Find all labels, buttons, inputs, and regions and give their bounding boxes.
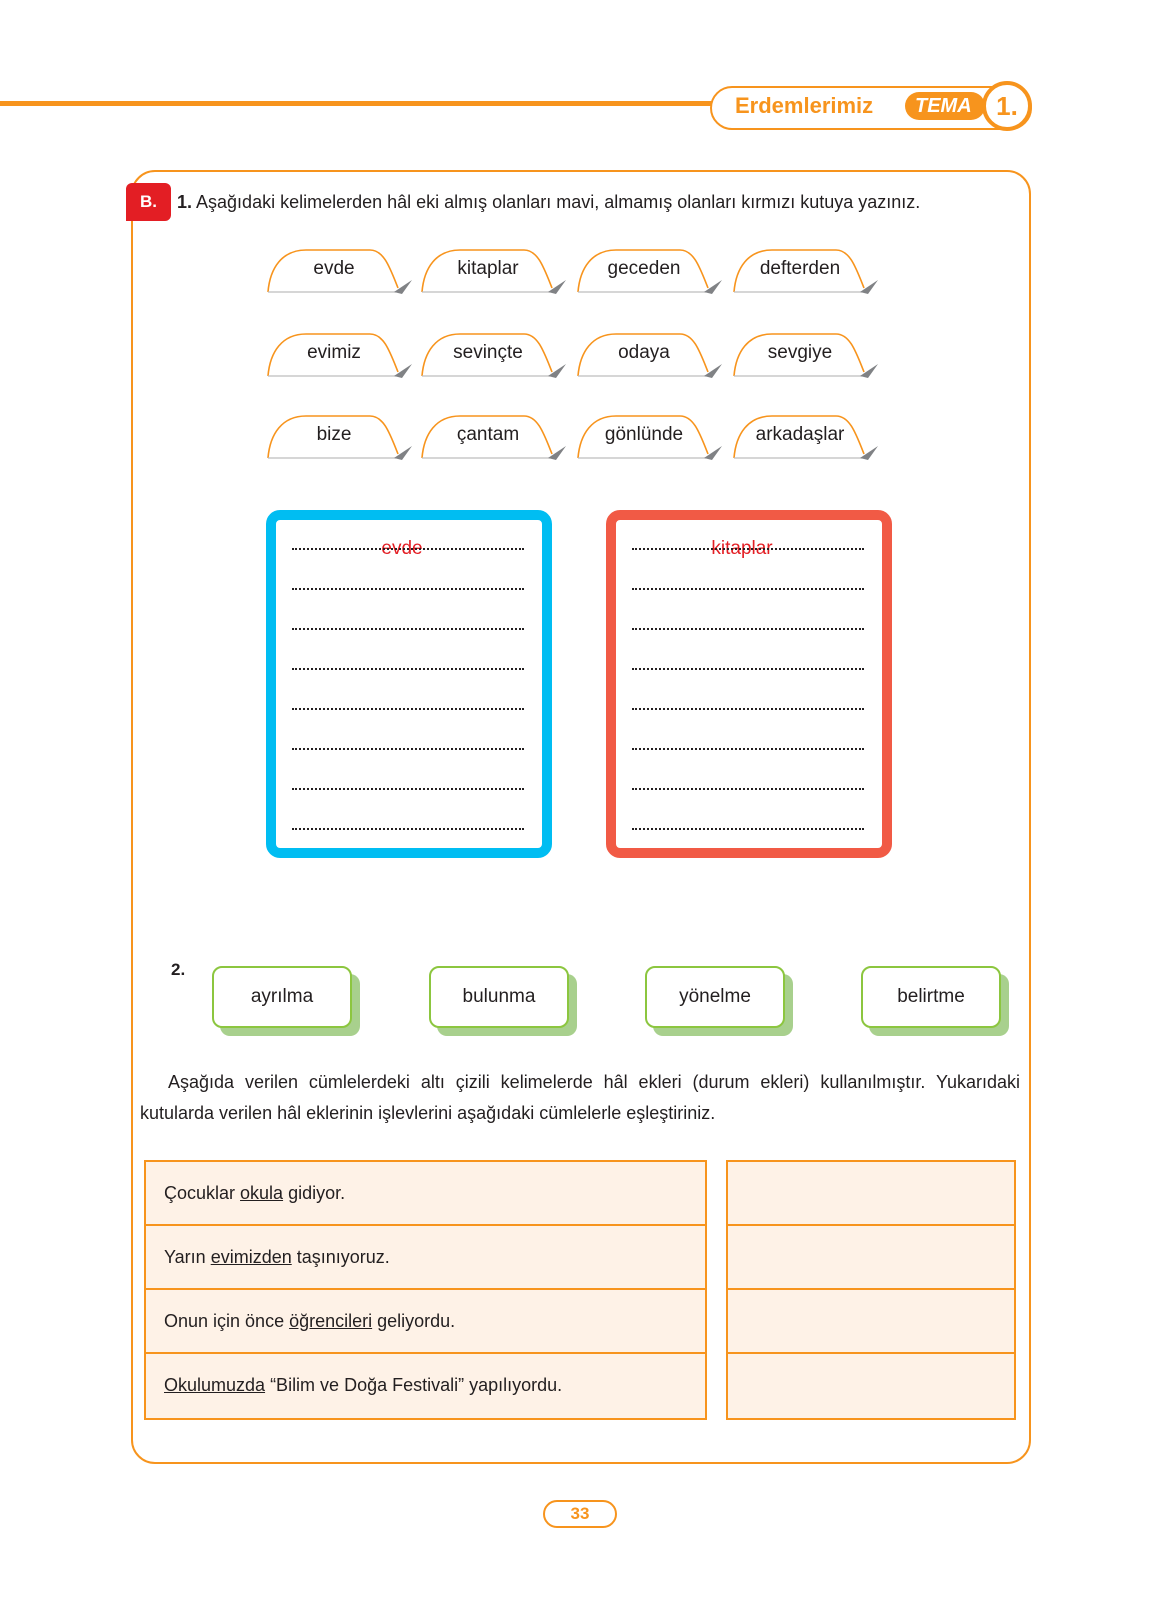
word-label: sevinçte (453, 342, 523, 363)
red-box-example: kitaplar (711, 538, 773, 559)
question-1-prompt: Aşağıdaki kelimelerden hâl eki almış olanları mavi, almamış olanları kırmızı kutuya yazınız. (196, 192, 921, 212)
word-tab[interactable] (420, 414, 560, 460)
question-1-text (177, 192, 920, 213)
word-tab[interactable] (266, 414, 406, 460)
sentence-row (146, 1290, 705, 1354)
answer-cell[interactable] (728, 1290, 1014, 1354)
answer-line[interactable] (632, 788, 864, 790)
answer-line[interactable] (292, 708, 524, 710)
sentence-after: “Bilim ve Doğa Festivali” yapılıyordu. (265, 1375, 563, 1395)
answer-line[interactable] (632, 748, 864, 750)
page-number: 33 (543, 1500, 617, 1528)
answer-cell[interactable] (728, 1226, 1014, 1290)
underlined-word: okula (240, 1183, 284, 1203)
red-answer-box[interactable] (606, 510, 892, 858)
word-label: defterden (759, 258, 841, 279)
word-tab[interactable] (576, 414, 716, 460)
sentence-row (146, 1354, 705, 1418)
sentence-row (146, 1162, 705, 1226)
word-label: çantam (456, 424, 520, 445)
case-card-label: belirtme (861, 966, 1001, 1028)
case-card-label: bulunma (429, 966, 569, 1028)
word-label: arkadaşlar (755, 424, 845, 445)
word-label: sevgiye (767, 342, 833, 363)
answer-cell[interactable] (728, 1354, 1014, 1418)
case-card-label: ayrılma (212, 966, 352, 1028)
sentence-row (146, 1226, 705, 1290)
blue-answer-box[interactable] (266, 510, 552, 858)
case-card (861, 966, 1009, 1036)
theme-title: Erdemlerimiz (735, 93, 874, 118)
answer-line[interactable] (292, 628, 524, 630)
word-label: gönlünde (604, 424, 684, 445)
word-tab[interactable] (420, 332, 560, 378)
word-tab[interactable] (732, 248, 872, 294)
word-tab[interactable] (266, 248, 406, 294)
tema-badge: TEMA (905, 92, 985, 120)
word-tab[interactable] (576, 248, 716, 294)
word-tab[interactable] (732, 414, 872, 460)
case-card (645, 966, 793, 1036)
sentence-after: taşınıyoruz. (291, 1247, 390, 1267)
underlined-word: Okulumuzda (164, 1375, 266, 1395)
answer-line[interactable] (292, 668, 524, 670)
sentence-after: gidiyor. (283, 1183, 346, 1203)
answer-table (726, 1160, 1016, 1420)
case-card (429, 966, 577, 1036)
answer-line[interactable] (632, 628, 864, 630)
question-1-number: 1. (177, 192, 193, 212)
answer-line[interactable] (292, 828, 524, 830)
question-2-instruction: Aşağıda verilen cümlelerdeki altı çizili kelimelerde hâl ekleri (durum ekleri) kullanılmıştır. Yukarıdaki kutularda verilen hâl eklerinin işlevlerini aşağıdaki cümlelerle eşleştiriniz. (140, 1072, 1020, 1123)
blue-box-example: evde (381, 538, 423, 559)
word-tab[interactable] (732, 332, 872, 378)
question-2-number: 2. (171, 960, 186, 979)
word-label: evde (313, 258, 355, 279)
tema-number: 1. (982, 81, 1032, 131)
answer-line[interactable] (292, 788, 524, 790)
sentence-before: Çocuklar (164, 1183, 241, 1203)
answer-line[interactable] (632, 548, 864, 550)
word-label: geceden (607, 258, 681, 279)
word-label: evimiz (307, 342, 361, 363)
answer-line[interactable] (292, 748, 524, 750)
answer-line[interactable] (632, 708, 864, 710)
word-tab[interactable] (420, 248, 560, 294)
answer-cell[interactable] (728, 1162, 1014, 1226)
answer-line[interactable] (292, 588, 524, 590)
case-card-label: yönelme (645, 966, 785, 1028)
sentence-after: geliyordu. (372, 1311, 456, 1331)
underlined-word: evimizden (210, 1247, 292, 1267)
case-card (212, 966, 360, 1036)
answer-line[interactable] (292, 548, 524, 550)
sentence-table (144, 1160, 707, 1420)
word-label: kitaplar (457, 258, 519, 279)
header-rule (0, 101, 720, 106)
word-tab[interactable] (576, 332, 716, 378)
sentence-before: Yarın (164, 1247, 211, 1267)
word-tab[interactable] (266, 332, 406, 378)
answer-line[interactable] (632, 668, 864, 670)
word-label: bize (316, 424, 352, 445)
word-label: odaya (618, 342, 670, 363)
section-label: B. (126, 183, 171, 221)
answer-line[interactable] (632, 828, 864, 830)
underlined-word: öğrencileri (289, 1311, 373, 1331)
sentence-before: Onun için önce (164, 1311, 290, 1331)
answer-line[interactable] (632, 588, 864, 590)
